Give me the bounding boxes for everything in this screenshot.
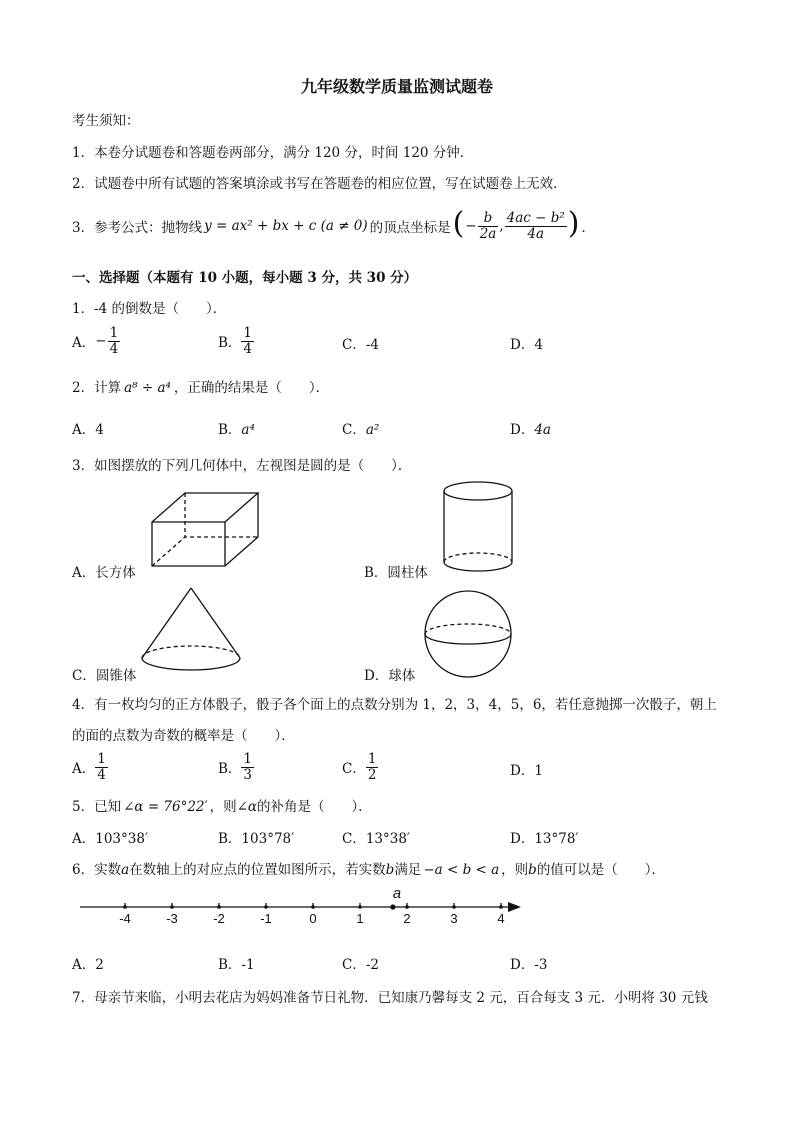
- number-line: [78, 884, 528, 930]
- point-a-marker: [390, 904, 395, 909]
- q6-stem-mid1: 在数轴上的对应点的位置如图所示，若实数: [129, 862, 386, 878]
- q4-option-c: [342, 748, 378, 786]
- q2-c-expression: a²: [365, 422, 380, 438]
- cuboid-top-edges: [152, 493, 258, 522]
- q4-c-denominator: 2: [367, 766, 377, 783]
- q7-stem: 7．母亲节来临，小明去花店为妈妈准备节日礼物．已知康乃馨每支 2 元，百合每支 3 元．小明将 30 元钱: [72, 990, 708, 1006]
- q1-a-fraction: [108, 326, 121, 357]
- cone-base-back: [142, 646, 240, 658]
- tick-label: 1: [356, 911, 364, 926]
- q1-option-d: D．4: [510, 337, 543, 353]
- q4-option-b: [218, 748, 254, 786]
- q1-b-denominator: 4: [243, 340, 253, 357]
- q2-c-label: C．: [342, 422, 366, 438]
- q4-option-d: D．1: [510, 763, 543, 779]
- cone-figure: [136, 584, 246, 676]
- q4-b-numerator: 1: [243, 750, 253, 767]
- cone-base-front: [142, 658, 240, 670]
- q6-var-a: a: [121, 862, 130, 878]
- tick-dot: [405, 905, 409, 909]
- right-paren: ): [567, 206, 580, 241]
- tick-dot: [499, 905, 503, 909]
- cylinder-bottom-back: [444, 553, 512, 562]
- q1-a-numerator: 1: [109, 324, 119, 341]
- vertex-x-denominator: 2a: [479, 225, 497, 242]
- q4-a-fraction: [95, 752, 108, 783]
- q5-stem-suffix: 的补角是（ ）．: [257, 799, 372, 815]
- parabola-expression: y = ax² + bx + c (a ≠ 0): [204, 218, 368, 234]
- q1-b-fraction: [241, 326, 254, 357]
- q2-b-expression: a⁴: [241, 422, 255, 438]
- q1-option-a: [72, 322, 120, 360]
- q4-b-label: B．: [218, 761, 242, 777]
- q3-option-d: D．球体: [364, 668, 416, 684]
- q1-option-c: C．-4: [342, 337, 379, 353]
- notice-heading: 考生须知：: [72, 113, 140, 129]
- q5-option-d: D．13°78′: [510, 831, 579, 847]
- q4-b-denominator: 3: [243, 766, 253, 783]
- q5-option-b: B．103°78′: [218, 831, 295, 847]
- left-paren: (: [452, 206, 465, 241]
- q2-d-expression: 4a: [534, 422, 551, 438]
- q6-option-a: A．2: [72, 957, 104, 973]
- q6-var-b-2: b: [528, 862, 537, 878]
- sphere-figure: [422, 588, 514, 680]
- formula-end: ．: [581, 220, 595, 236]
- q4-a-numerator: 1: [97, 750, 106, 767]
- tick-label: -1: [260, 911, 272, 926]
- q4-stem-line2: 的面的点数为奇数的概率是（ ）．: [72, 728, 295, 744]
- vertex-y-numerator: 4ac − b²: [506, 209, 565, 226]
- number-line-arrow: [508, 902, 521, 912]
- q2-stem-suffix: ，正确的结果是（ ）．: [173, 380, 330, 396]
- q1-b-numerator: 1: [243, 324, 253, 341]
- q4-a-label: A．: [72, 761, 96, 777]
- q6-condition: −a < b < a: [423, 862, 500, 878]
- cuboid-front-face: [152, 522, 225, 566]
- q3-stem: 3．如图摆放的下列几何体中，左视图是圆的是（ ）．: [72, 458, 412, 474]
- q2-option-b: [218, 418, 255, 438]
- q4-c-fraction: [366, 752, 379, 783]
- tick-dot: [358, 905, 362, 909]
- tick-dot: [170, 905, 174, 909]
- page-title: 九年级数学质量监测试题卷: [300, 77, 493, 96]
- q1-stem: 1．-4 的倒数是（ ）．: [72, 301, 227, 317]
- sphere-outline: [425, 591, 511, 677]
- notice-item-1: 1．本卷分试题卷和答题卷两部分，满分 120 分，时间 120 分钟．: [72, 145, 474, 161]
- cylinder-figure: [436, 478, 520, 582]
- q1-a-sign: −: [95, 333, 107, 349]
- tick-label: 0: [309, 911, 317, 926]
- q5-stem: [72, 795, 372, 815]
- tick-dot: [264, 905, 268, 909]
- formula-mid: 的顶点坐标是: [369, 220, 451, 236]
- tick-label: -4: [119, 911, 131, 926]
- q4-option-a: [72, 748, 108, 786]
- q6-option-d: D．-3: [510, 957, 548, 973]
- formula-prefix: 3．参考公式：抛物线: [72, 220, 203, 236]
- comma: ,: [499, 218, 504, 234]
- sphere-equator-front: [425, 634, 511, 644]
- q2-stem: [72, 376, 329, 396]
- q1-a-label: A．: [72, 335, 96, 351]
- q4-c-numerator: 1: [367, 750, 377, 767]
- q1-a-denominator: 4: [109, 340, 119, 357]
- q4-c-label: C．: [342, 761, 366, 777]
- q2-option-c: [342, 418, 379, 438]
- q2-d-label: D．: [510, 422, 535, 438]
- q6-stem-mid3: ，则: [501, 862, 529, 878]
- cylinder-bottom-front: [444, 562, 512, 571]
- q4-b-fraction: [241, 752, 254, 783]
- vertex-y-fraction: [505, 211, 567, 242]
- vertex-x-fraction: [478, 211, 499, 242]
- q6-stem-suffix: 的值可以是（ ）．: [536, 862, 666, 878]
- tick-label: -2: [213, 911, 225, 926]
- q6-stem: [72, 858, 665, 878]
- q5-option-a: A．103°38′: [72, 831, 149, 847]
- q2-stem-prefix: 2．计算: [72, 380, 122, 396]
- cuboid-right-edges: [225, 493, 258, 566]
- q2-expression: a⁸ ÷ a⁴: [124, 380, 171, 396]
- tick-dot: [123, 905, 127, 909]
- q1-option-b: [218, 322, 254, 360]
- section-heading: 一、选择题（本题有 10 小题，每小题 3 分，共 30 分）: [72, 270, 418, 286]
- q4-a-denominator: 4: [97, 766, 106, 783]
- q6-option-b: B．-1: [218, 957, 255, 973]
- q2-option-d: [510, 418, 551, 438]
- vertex-x-numerator: b: [478, 211, 499, 227]
- q1-b-label: B．: [218, 335, 242, 351]
- tick-label: -3: [166, 911, 178, 926]
- cone-right-edge: [191, 588, 240, 658]
- q6-stem-prefix: 6．实数: [72, 862, 122, 878]
- sphere-equator-back: [425, 624, 511, 634]
- q6-option-c: C．-2: [342, 957, 379, 973]
- cylinder-top-ellipse: [444, 482, 512, 500]
- tick-dot: [217, 905, 221, 909]
- point-a-label: a: [392, 885, 402, 902]
- vertex-y-denominator: 4a: [527, 225, 545, 242]
- q5-angle-expression: ∠α = 76°22′: [123, 799, 208, 815]
- tick-label: 3: [450, 911, 458, 926]
- tick-label: 2: [403, 911, 411, 926]
- q4-stem-line1: 4．有一枚均匀的正方体骰子，骰子各个面上的点数分别为 1，2，3，4，5，6，若任意抛掷一次骰子，朝上: [72, 697, 717, 713]
- tick-dot: [311, 905, 315, 909]
- minus-sign: −: [465, 218, 477, 234]
- q3-option-a: A．长方体: [72, 565, 136, 581]
- q5-stem-prefix: 5．已知: [72, 799, 122, 815]
- q3-option-c: C．圆锥体: [72, 668, 137, 684]
- q3-option-b: B．圆柱体: [364, 565, 428, 581]
- q6-stem-mid2: 满足: [394, 862, 422, 878]
- q2-b-label: B．: [218, 422, 242, 438]
- q6-var-b: b: [385, 862, 395, 878]
- q5-stem-mid: ，则: [209, 799, 237, 815]
- notice-item-3-formula: [72, 206, 595, 246]
- q2-option-a: A．4: [72, 422, 104, 438]
- notice-item-2: 2．试题卷中所有试题的答案填涂或书写在答题卷的相应位置，写在试题卷上无效．: [72, 176, 567, 192]
- cuboid-figure: [140, 480, 266, 572]
- q5-angle: ∠α: [236, 799, 258, 815]
- tick-dot: [452, 905, 456, 909]
- tick-label: 4: [497, 911, 505, 926]
- q5-option-c: C．13°38′: [342, 831, 411, 847]
